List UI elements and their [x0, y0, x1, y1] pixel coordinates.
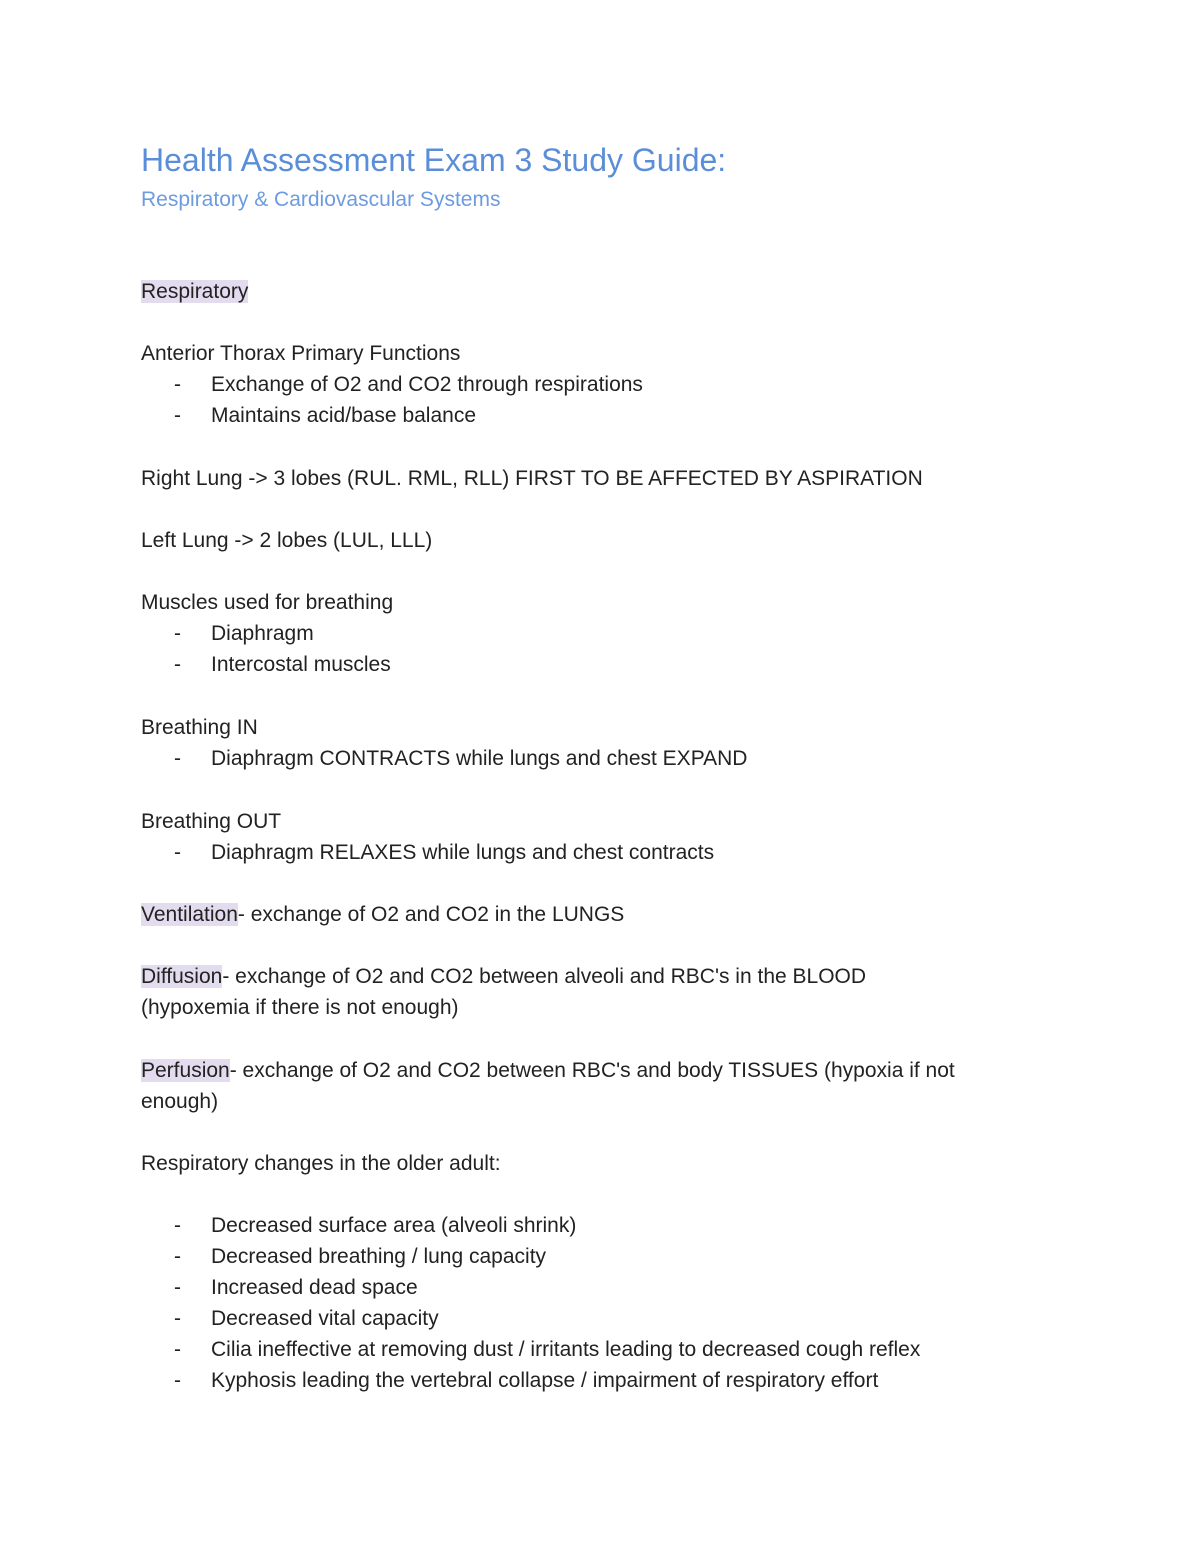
bullet-dash: -: [174, 1369, 181, 1392]
anterior-heading: Anterior Thorax Primary Functions: [141, 342, 461, 365]
muscles-heading: Muscles used for breathing: [141, 591, 394, 614]
bullet-dash: -: [174, 1276, 181, 1299]
breathing-out-heading: Breathing OUT: [141, 810, 282, 833]
document-title: Health Assessment Exam 3 Study Guide:: [141, 142, 727, 178]
perfusion-definition: Perfusion- exchange of O2 and CO2 between RBC's and body TISSUES (hypoxia if not: [141, 1059, 955, 1082]
highlighted-term: Perfusion: [141, 1059, 230, 1082]
highlighted-term: Diffusion: [141, 965, 223, 988]
bullet-dash: -: [174, 1214, 181, 1237]
document-subtitle: Respiratory & Cardiovascular Systems: [141, 188, 501, 211]
bullet-dash: -: [174, 1338, 181, 1361]
bullet-dash: -: [174, 373, 181, 396]
bullet-dash: -: [174, 404, 181, 427]
document-page: Health Assessment Exam 3 Study Guide: Respiratory & Cardiovascular Systems Respiratory Anterior Thorax Primary Functions - Exchange of O2 and CO2 through respirations - Maintains acid/base balance Right Lung -> 3 lobes (RUL. RML, RLL) FIRST TO BE AFFECTED BY ASPIRATION Left Lung -> 2 lobes (LUL, LLL) Muscles used for breathing - Diaphragm - Intercostal muscles Breathing IN - Diaphragm CONTRACTS while lungs and chest EXPAND Breathing OUT - Diaphragm RELAXES while lungs and chest contracts Ventilation- exchange of O2 and CO2 in the LUNGS Diffusion- exchange of O2 and CO2 between alveoli and RBC's in the BLOOD (hypoxemia if there is not enough) Perfusion- exchange of O2 and CO2 between RBC's and body TISSUES (hypoxia if not enough) Respiratory changes in the older adult: - Decreased surface area (alveoli shrink) - Decreased breathing / lung capacity - Increased dead space - Decreased vital capacity - Cilia ineffective at removing dust / irritants leading to decreased cough reflex - Kyphosis leading the vertebral collapse / impairment of respiratory effort: [0, 0, 1200, 1553]
bullet-dash: -: [174, 1245, 181, 1268]
ventilation-definition: Ventilation- exchange of O2 and CO2 in the LUNGS: [141, 903, 625, 926]
perfusion-continuation: enough): [141, 1090, 219, 1113]
bullet-dash: -: [174, 622, 181, 645]
bullet-dash: -: [174, 747, 181, 770]
highlighted-term: Ventilation: [141, 903, 238, 926]
diffusion-continuation: (hypoxemia if there is not enough): [141, 996, 459, 1019]
bullet-dash: -: [174, 653, 181, 676]
breathing-in-heading: Breathing IN: [141, 716, 258, 739]
older-adult-heading: Respiratory changes in the older adult:: [141, 1152, 501, 1175]
bullet-dash: -: [174, 841, 181, 864]
left-lung-line: Left Lung -> 2 lobes (LUL, LLL): [141, 529, 433, 552]
bullet-dash: -: [174, 1307, 181, 1330]
right-lung-line: Right Lung -> 3 lobes (RUL. RML, RLL) FIRST TO BE AFFECTED BY ASPIRATION: [141, 467, 923, 490]
diffusion-definition: Diffusion- exchange of O2 and CO2 between alveoli and RBC's in the BLOOD: [141, 965, 867, 988]
section-heading-respiratory: [141, 278, 248, 306]
highlighted-heading: Respiratory: [141, 280, 249, 303]
